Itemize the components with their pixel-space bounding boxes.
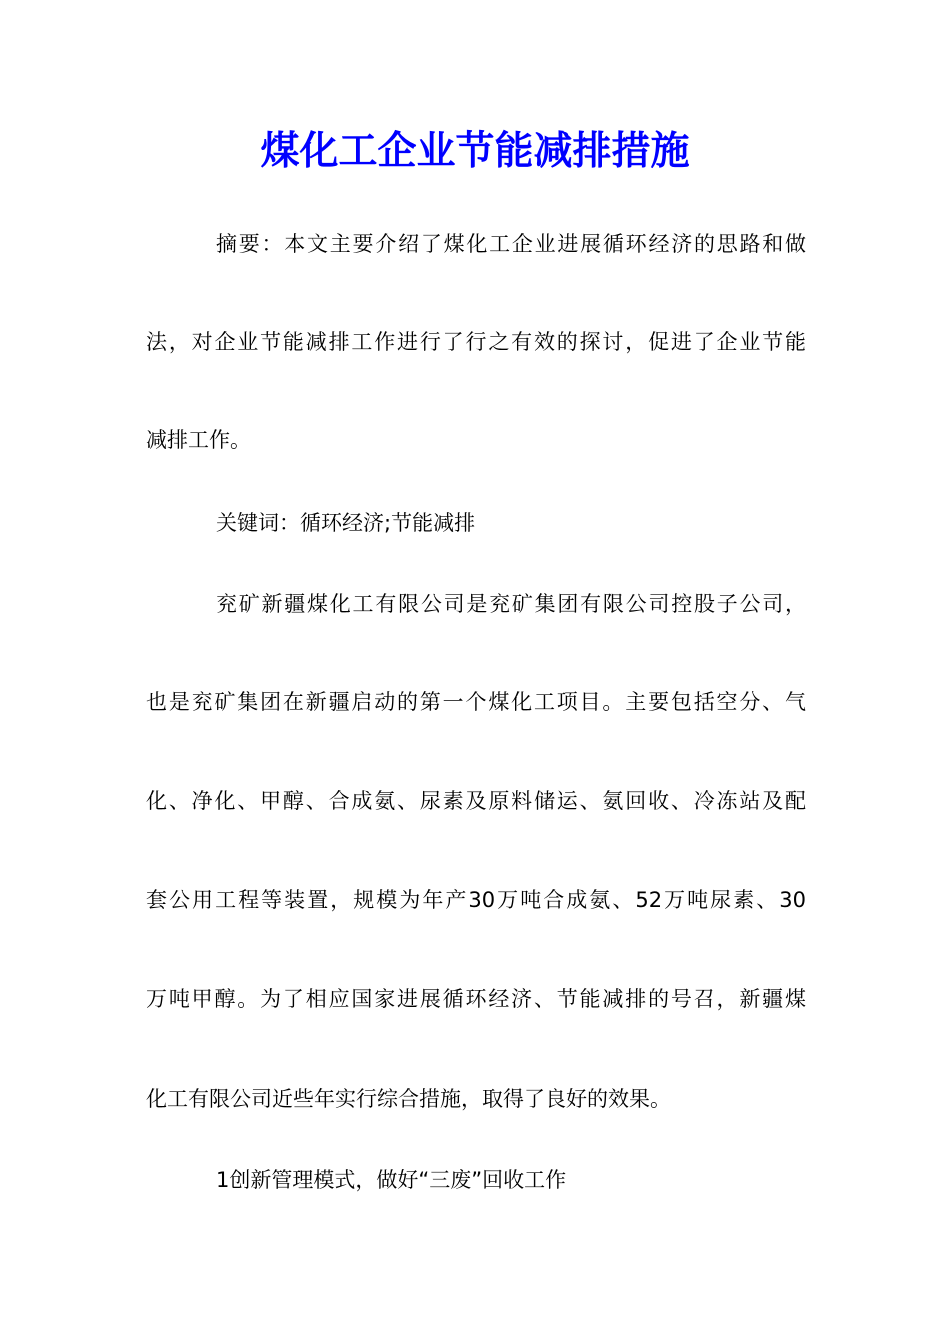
body-line-2: 也是兖矿集团在新疆启动的第一个煤化工项目。主要包括空分、气	[146, 690, 806, 714]
body-line-4: 套公用工程等装置，规模为年产30万吨合成氨、52万吨尿素、30	[146, 888, 806, 912]
section-heading-1: 1创新管理模式，做好“三废”回收工作	[216, 1168, 567, 1192]
abstract-line-3: 减排工作。	[146, 428, 251, 452]
abstract-line-2: 法，对企业节能减排工作进行了行之有效的探讨，促进了企业节能	[146, 330, 806, 354]
keywords-line: 关键词：循环经济;节能减排	[216, 511, 476, 535]
abstract-line-1: 摘要：本文主要介绍了煤化工企业进展循环经济的思路和做	[216, 232, 806, 256]
body-line-1: 兖矿新疆煤化工有限公司是兖矿集团有限公司控股子公司，	[216, 592, 806, 616]
body-line-6: 化工有限公司近些年实行综合措施，取得了良好的效果。	[146, 1087, 671, 1111]
body-line-5: 万吨甲醇。为了相应国家进展循环经济、节能减排的号召，新疆煤	[146, 987, 806, 1011]
body-line-3: 化、净化、甲醇、合成氨、尿素及原料储运、氨回收、冷冻站及配	[146, 789, 806, 813]
document-title: 煤化工企业节能减排措施	[260, 129, 690, 174]
